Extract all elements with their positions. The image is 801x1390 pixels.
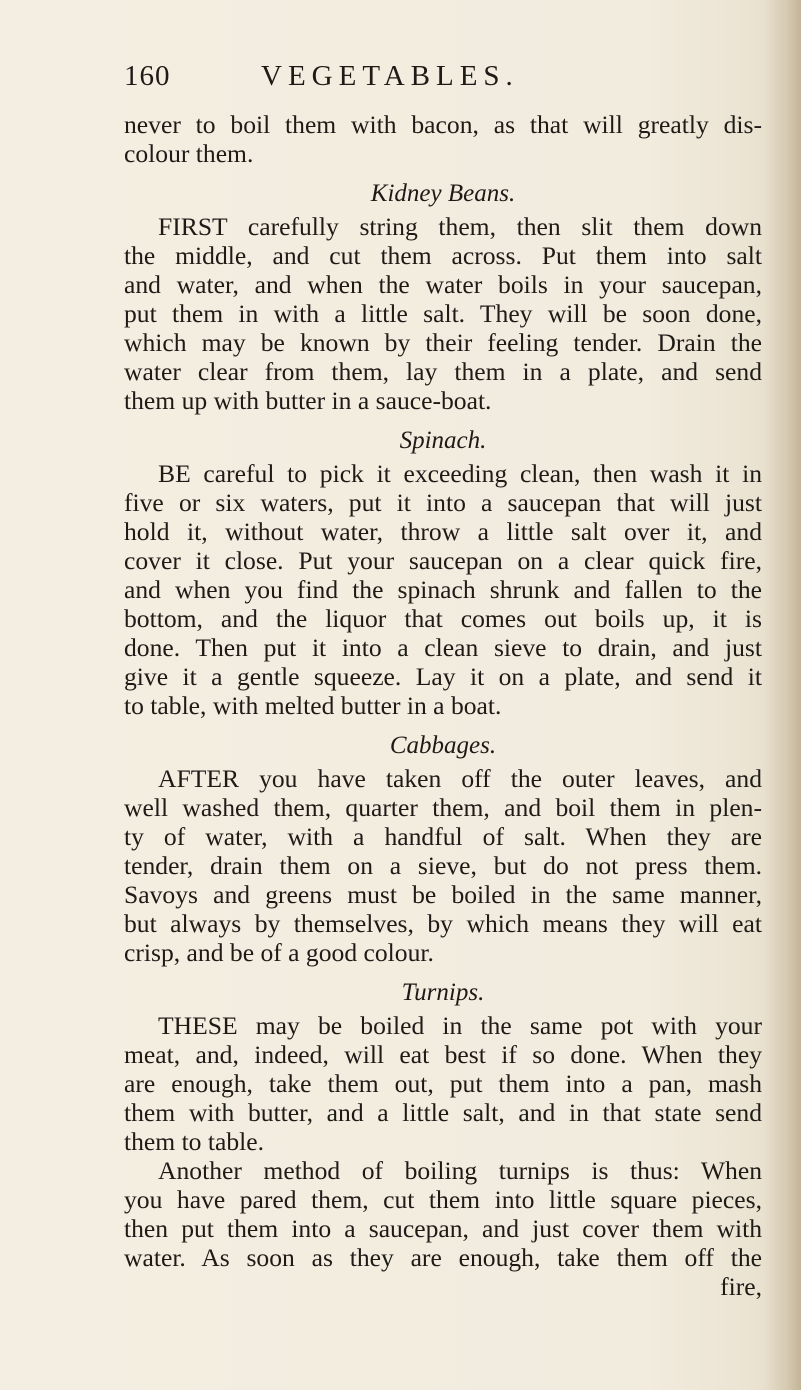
text-line: give it a gentle squeeze. Lay it on a plate, and send it <box>124 662 762 691</box>
text-line: then put them into a saucepan, and just cover them with <box>124 1214 762 1243</box>
section-heading-spinach: Spinach. <box>399 427 487 454</box>
section-heading-turnips: Turnips. <box>401 979 485 1006</box>
text-line: are enough, take them out, put them into a pan, mash <box>124 1069 762 1098</box>
text-line: Another method of boiling turnips is thus: When <box>158 1156 762 1185</box>
paragraph <box>124 212 762 415</box>
catchword: fire, <box>720 1272 762 1301</box>
text-line: tender, drain them on a sieve, but do not press them. <box>124 851 762 880</box>
page-edge-shadow <box>763 0 801 1390</box>
text-line: never to boil them with bacon, as that will greatly dis- <box>124 110 762 139</box>
paragraph <box>124 1011 762 1156</box>
text-line: them with butter, and a little salt, and in that state send <box>124 1098 762 1127</box>
paragraph <box>124 110 762 168</box>
paragraph <box>124 764 762 967</box>
text-line: but always by themselves, by which means they will eat <box>124 909 762 938</box>
paragraph <box>124 1156 762 1272</box>
text-line: bottom, and the liquor that comes out boils up, it is <box>124 604 762 633</box>
running-head: VEGETABLES. <box>261 60 519 92</box>
text-line: Savoys and greens must be boiled in the same manner, <box>124 880 762 909</box>
text-line: and water, and when the water boils in your saucepan, <box>124 270 762 299</box>
text-line: meat, and, indeed, will eat best if so done. When they <box>124 1040 762 1069</box>
text-line: hold it, without water, throw a little salt over it, and <box>124 517 762 546</box>
text-line: put them in with a little salt. They will be soon done, <box>124 299 762 328</box>
text-line: water clear from them, lay them in a plate, and send <box>124 357 762 386</box>
text-line: ty of water, with a handful of salt. When they are <box>124 822 762 851</box>
text-line: FIRST carefully string them, then slit them down <box>158 212 762 241</box>
text-line: water. As soon as they are enough, take them off the <box>124 1243 762 1272</box>
text-line: them up with butter in a sauce-boat. <box>124 386 492 415</box>
page-number: 160 <box>124 60 171 92</box>
text-line: them to table. <box>124 1127 265 1156</box>
paragraph <box>124 459 762 720</box>
text-line: crisp, and be of a good colour. <box>124 938 434 967</box>
text-line: cover it close. Put your saucepan on a clear quick fire, <box>124 546 762 575</box>
text-line: to table, with melted butter in a boat. <box>124 691 502 720</box>
text-line: colour them. <box>124 139 254 168</box>
text-line: THESE may be boiled in the same pot with your <box>158 1011 762 1040</box>
section-heading-cabbages: Cabbages. <box>389 732 497 759</box>
text-line: AFTER you have taken off the outer leaves, and <box>158 764 762 793</box>
text-line: well washed them, quarter them, and boil them in plen- <box>124 793 762 822</box>
text-line: you have pared them, cut them into little square pieces, <box>124 1185 762 1214</box>
body-text <box>124 110 762 1301</box>
text-line: which may be known by their feeling tender. Drain the <box>124 328 762 357</box>
page-header <box>124 60 734 96</box>
text-line: the middle, and cut them across. Put them into salt <box>124 241 762 270</box>
text-line: and when you find the spinach shrunk and fallen to the <box>124 575 762 604</box>
section-heading-kidney-beans: Kidney Beans. <box>370 180 516 207</box>
text-line: BE careful to pick it exceeding clean, then wash it in <box>158 459 762 488</box>
text-line: five or six waters, put it into a saucepan that will just <box>124 488 762 517</box>
text-line: done. Then put it into a clean sieve to drain, and just <box>124 633 762 662</box>
